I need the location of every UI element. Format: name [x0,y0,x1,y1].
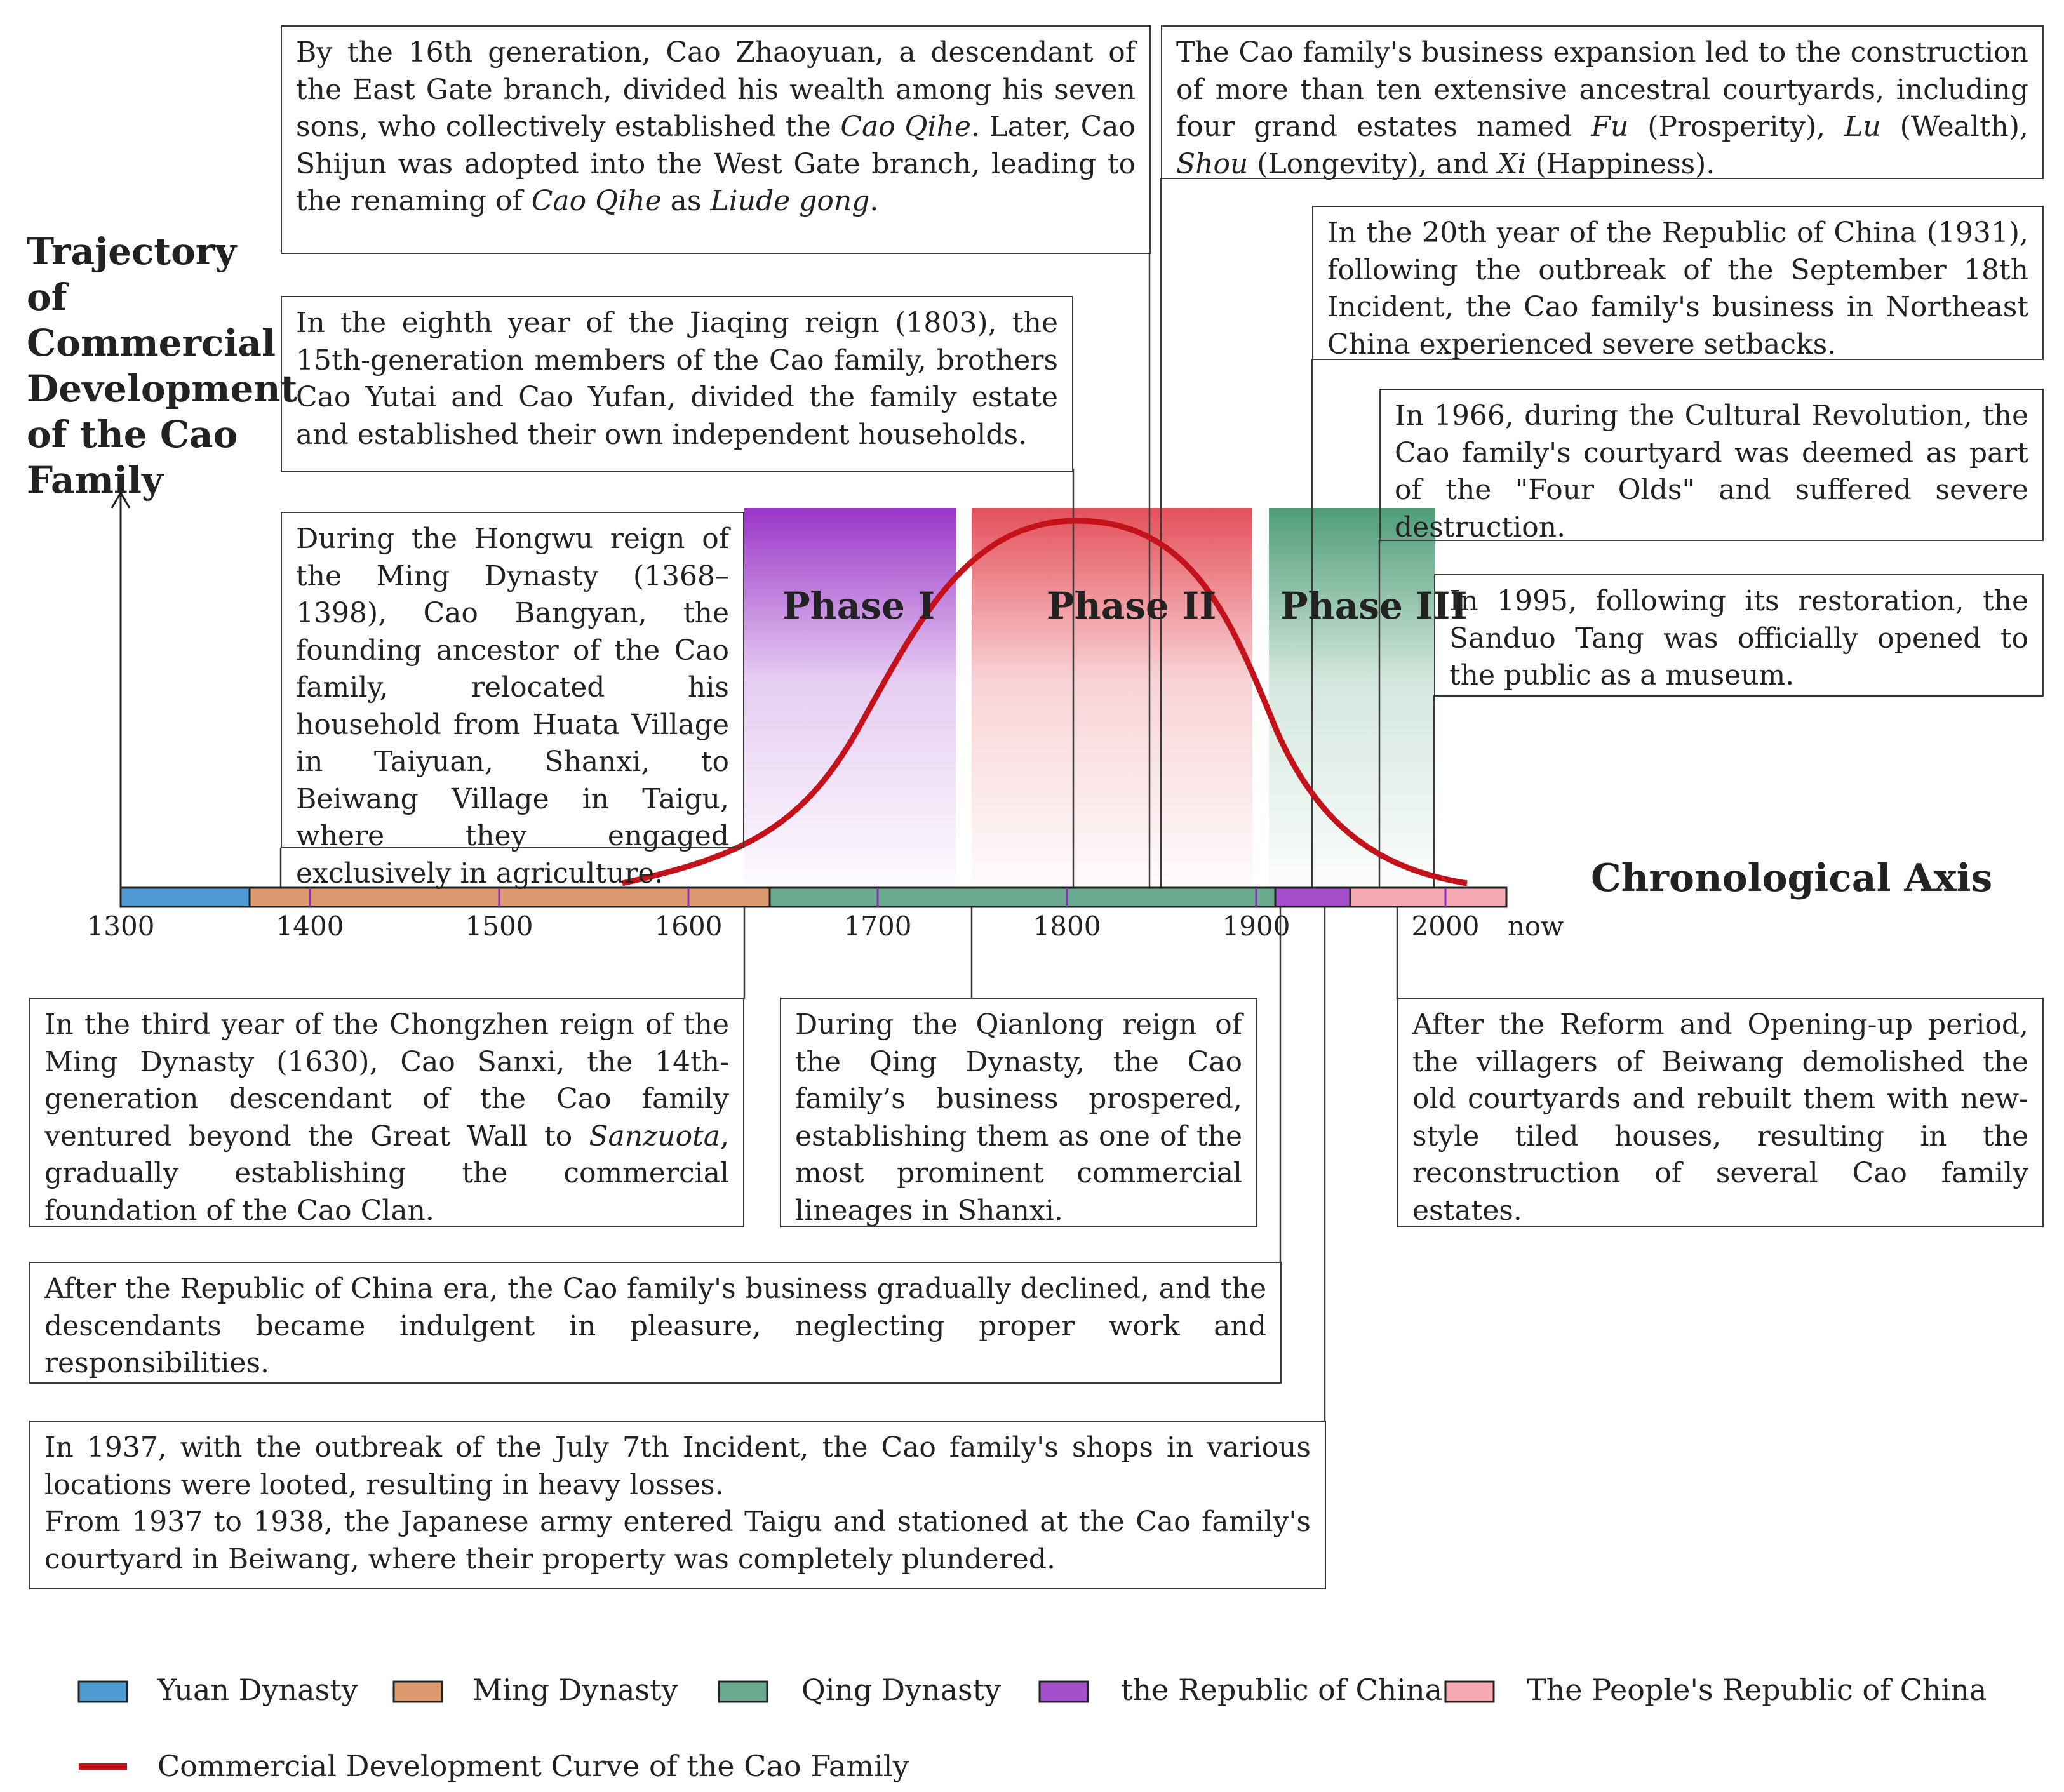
event-box-reform: After the Reform and Opening-up period, the villagers of Beiwang demolished the old courtyards and rebuilt them with new-style tiled houses, resulting in the reconstruction of several Cao family estates. [1397,998,2044,1227]
bar-prc [1350,888,1506,907]
phase-2-panel [972,508,1252,889]
tick-label: 1700 [843,911,912,942]
tick-label: 1800 [1033,911,1101,942]
event-box-1966: In 1966, during the Cultural Revolution, the Cao family's courtyard was deemed as part of the "Four Olds" and suffered severe destruction. [1379,389,2044,541]
bar-qing [770,888,1275,907]
legend-swatch-roc [1040,1682,1088,1702]
event-box-decline: After the Republic of China era, the Cao family's business gradually declined, and the descendants became indulgent in pleasure, neglecting proper work and responsibilities. [29,1262,1282,1384]
phase-3-panel [1269,508,1435,889]
phase-2-label: Phase II [1047,584,1217,627]
event-1937-japanese-army: From 1937 to 1938, the Japanese army entered Taigu and stationed at the Cao family's courtyard in Beiwang, where their property was completely plundered. [44,1506,1311,1575]
event-box-chongzhen: In the third year of the Chongzhen reign of the Ming Dynasty (1630), Cao Sanxi, the 14th-generation descendant of the Cao family ventured beyond the Great Wall to Sanzuota, gradually establishing the commercial foundation of the Cao Clan. [29,998,744,1227]
event-box-hongwu: During the Hongwu reign of the Ming Dynasty (1368–1398), Cao Bangyan, the founding ancestor of the Cao family, relocated his household from Huata Village in Taiyuan, Shanxi, to Beiwang Village in Taigu, where they engaged exclusively in agriculture. [281,512,744,848]
bar-roc [1275,888,1350,907]
event-box-1995: In 1995, following its restoration, the Sanduo Tang was officially opened to the public as a museum. [1434,574,2044,697]
legend-swatch-qing [719,1682,767,1702]
event-box-expansion: The Cao family's business expansion led to the construction of more than ten extensive ancestral courtyards, including four grand estates named Fu (Prosperity), Lu (Wealth), Shou (Longevity), and Xi (Happiness). [1161,25,2044,179]
diagram-title: Trajectory of Commercial Development of the Cao Family [27,230,298,502]
legend-label-yuan: Yuan Dynasty [157,1673,358,1707]
event-box-1931: In the 20th year of the Republic of China (1931), following the outbreak of the September 18th Incident, the Cao family's business in Northeast China experienced severe setbacks. [1312,206,2044,360]
tick-label: 1500 [465,911,533,942]
tick-label: 2000 [1411,911,1480,942]
legend-label-roc: the Republic of China [1121,1673,1443,1707]
tick-label: 1400 [276,911,344,942]
phase-1-panel [744,508,956,889]
legend-label-qing: Qing Dynasty [801,1673,1002,1707]
legend-label-ming: Ming Dynasty [472,1673,678,1707]
event-box-jiaqing: In the eighth year of the Jiaqing reign (1803), the 15th-generation members of the Cao family, brothers Cao Yutai and Cao Yufan, divided the family estate and established their own independent households. [281,296,1073,472]
event-box-16th-generation: By the 16th generation, Cao Zhaoyuan, a descendant of the East Gate branch, divided his wealth among his seven sons, who collectively established the Cao Qihe. Later, Cao Shijun was adopted into the West Gate branch, leading to the renaming of Cao Qihe as Liude gong. [281,25,1151,254]
tick-label: 1900 [1222,911,1290,942]
legend-swatch-yuan [79,1682,127,1702]
phase-3-label: Phase III [1280,584,1468,627]
legend-swatch-prc [1445,1682,1494,1702]
tick-label: 1600 [654,911,723,942]
bar-yuan [121,888,250,907]
tick-label: 1300 [86,911,155,942]
legend-swatch-ming [394,1682,442,1702]
tick-label: now [1507,911,1564,942]
phase-1-label: Phase I [782,584,935,627]
event-box-qianlong: During the Qianlong reign of the Qing Dynasty, the Cao family’s business prospered, establishing them as one of the most prominent commercial lineages in Shanxi. [780,998,1257,1227]
event-box-1937 [29,1421,1326,1589]
event-1937-shops-looted: In 1937, with the outbreak of the July 7th Incident, the Cao family's shops in various locations were looted, resulting in heavy losses. [44,1431,1311,1501]
legend-label-prc: The People's Republic of China [1527,1673,1987,1707]
legend-label-curve: Commercial Development Curve of the Cao Family [157,1749,909,1783]
axis-title: Chronological Axis [1591,856,1993,900]
